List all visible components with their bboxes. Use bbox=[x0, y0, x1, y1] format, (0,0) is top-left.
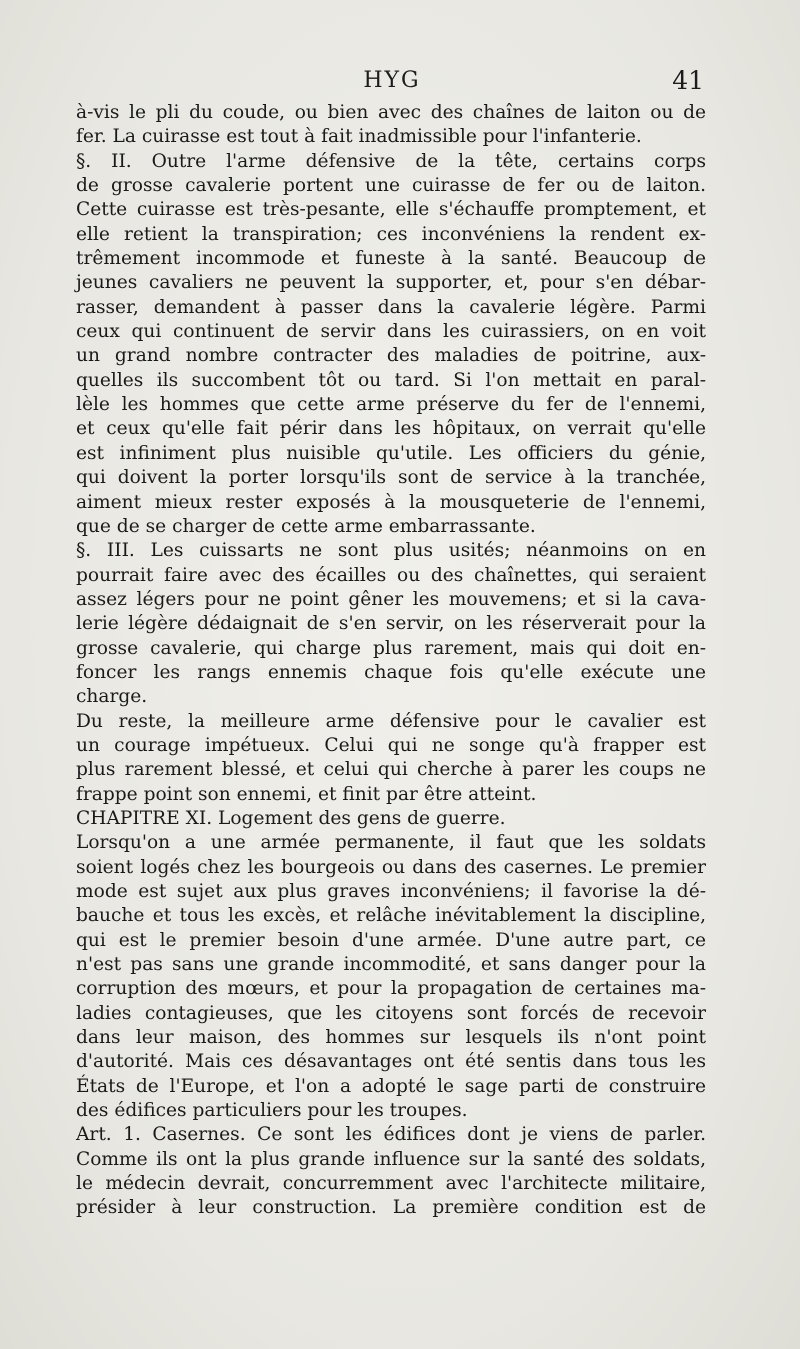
text-line: lerie légère dédaignait de s'en servir, on les réserverait pour la bbox=[76, 613, 706, 635]
text-line: qui doivent la porter lorsqu'ils sont de service à la tranchée, bbox=[76, 467, 706, 489]
text-line: présider à leur construction. La première condition est de bbox=[76, 1197, 706, 1219]
text-line: aiment mieux rester exposés à la mousqueterie de l'ennemi, bbox=[76, 491, 706, 513]
text-line: qui est le premier besoin d'une armée. D'une autre part, ce bbox=[76, 929, 706, 951]
text-line: elle retient la transpiration; ces inconvéniens la rendent ex- bbox=[76, 223, 706, 245]
text-line: charge. bbox=[76, 686, 148, 708]
text-line: de grosse cavalerie portent une cuirasse de fer ou de laiton. bbox=[76, 175, 706, 197]
text-line: est infiniment plus nuisible qu'utile. Les officiers du génie, bbox=[76, 442, 706, 464]
text-line: Comme ils ont la plus grande influence sur la santé des soldats, bbox=[76, 1148, 706, 1170]
text-line: le médecin devrait, concurremment avec l'architecte militaire, bbox=[76, 1173, 706, 1195]
text-line: §. III. Les cuissarts ne sont plus usités; néanmoins on en bbox=[76, 540, 706, 562]
body-text bbox=[76, 101, 706, 1221]
text-line: lèle les hommes que cette arme préserve du fer de l'ennemi, bbox=[76, 394, 706, 416]
text-line: foncer les rangs ennemis chaque fois qu'elle exécute une bbox=[76, 661, 706, 683]
text-line: ladies contagieuses, que les citoyens sont forcés de recevoir bbox=[76, 1002, 706, 1024]
text-line: corruption des mœurs, et pour la propagation de certaines ma- bbox=[76, 978, 706, 1000]
text-line: mode est sujet aux plus graves inconvéniens; il favorise la dé- bbox=[76, 881, 706, 902]
text-line: rasser, demandent à passer dans la cavalerie légère. Parmi bbox=[76, 296, 706, 318]
text-line: n'est pas sans une grande incommodité, et sans danger pour la bbox=[76, 954, 706, 976]
text-line: pourrait faire avec des écailles ou des chaînettes, qui seraient bbox=[76, 564, 706, 586]
text-line: quelles ils succombent tôt ou tard. Si l'on mettait en paral- bbox=[76, 369, 706, 391]
text-line: §. II. Outre l'arme défensive de la tête, certains corps bbox=[76, 150, 706, 172]
page-number: 41 bbox=[672, 66, 704, 95]
text-line: ceux qui continuent de servir dans les cuirassiers, on en voit bbox=[76, 321, 706, 343]
text-line: Art. 1. Casernes. Ce sont les édifices dont je viens de parler. bbox=[76, 1124, 706, 1146]
text-line: bauche et tous les excès, et relâche inévitablement la discipline, bbox=[76, 905, 706, 927]
text-line: plus rarement blessé, et celui qui cherche à parer les coups ne bbox=[76, 759, 706, 781]
text-line: et ceux qu'elle fait périr dans les hôpitaux, on verrait qu'elle bbox=[76, 418, 706, 440]
chapter-heading: CHAPITRE XI. Logement des gens de guerre. bbox=[76, 807, 506, 829]
text-line: grosse cavalerie, qui charge plus rarement, mais qui doit en- bbox=[76, 637, 706, 659]
text-line: à-vis le pli du coude, ou bien avec des chaînes de laiton ou de bbox=[76, 102, 706, 123]
text-line: jeunes cavaliers ne peuvent la supporter, et, pour s'en débar- bbox=[76, 272, 706, 294]
text-line: des édifices particuliers pour les troupes. bbox=[76, 1100, 468, 1122]
text-line: fer. La cuirasse est tout à fait inadmissible pour l'infanterie. bbox=[76, 126, 642, 148]
text-line: Du reste, la meilleure arme défensive pour le cavalier est bbox=[76, 710, 706, 732]
text-line: un courage impétueux. Celui qui ne songe qu'à frapper est bbox=[76, 734, 706, 756]
running-title: HYG bbox=[363, 68, 421, 93]
text-line: Cette cuirasse est très-pesante, elle s'échauffe promptement, et bbox=[76, 199, 706, 221]
text-line: d'autorité. Mais ces désavantages ont été sentis dans tous les bbox=[76, 1051, 706, 1073]
text-line: un grand nombre contracter des maladies de poitrine, aux- bbox=[76, 345, 706, 367]
text-line: assez légers pour ne point gêner les mouvemens; et si la cava- bbox=[76, 588, 706, 610]
text-line: Lorsqu'on a une armée permanente, il faut que les soldats bbox=[76, 832, 706, 854]
text-line: dans leur maison, des hommes sur lesquels ils n'ont point bbox=[76, 1027, 706, 1049]
text-line: États de l'Europe, et l'on a adopté le sage parti de construire bbox=[76, 1075, 706, 1097]
text-line: soient logés chez les bourgeois ou dans des casernes. Le premier bbox=[76, 856, 706, 878]
text-line: frappe point son ennemi, et finit par être atteint. bbox=[76, 783, 537, 805]
text-line: que de se charger de cette arme embarrassante. bbox=[76, 515, 536, 537]
page-header bbox=[80, 64, 704, 100]
text-line: trêmement incommode et funeste à la santé. Beaucoup de bbox=[76, 248, 706, 270]
